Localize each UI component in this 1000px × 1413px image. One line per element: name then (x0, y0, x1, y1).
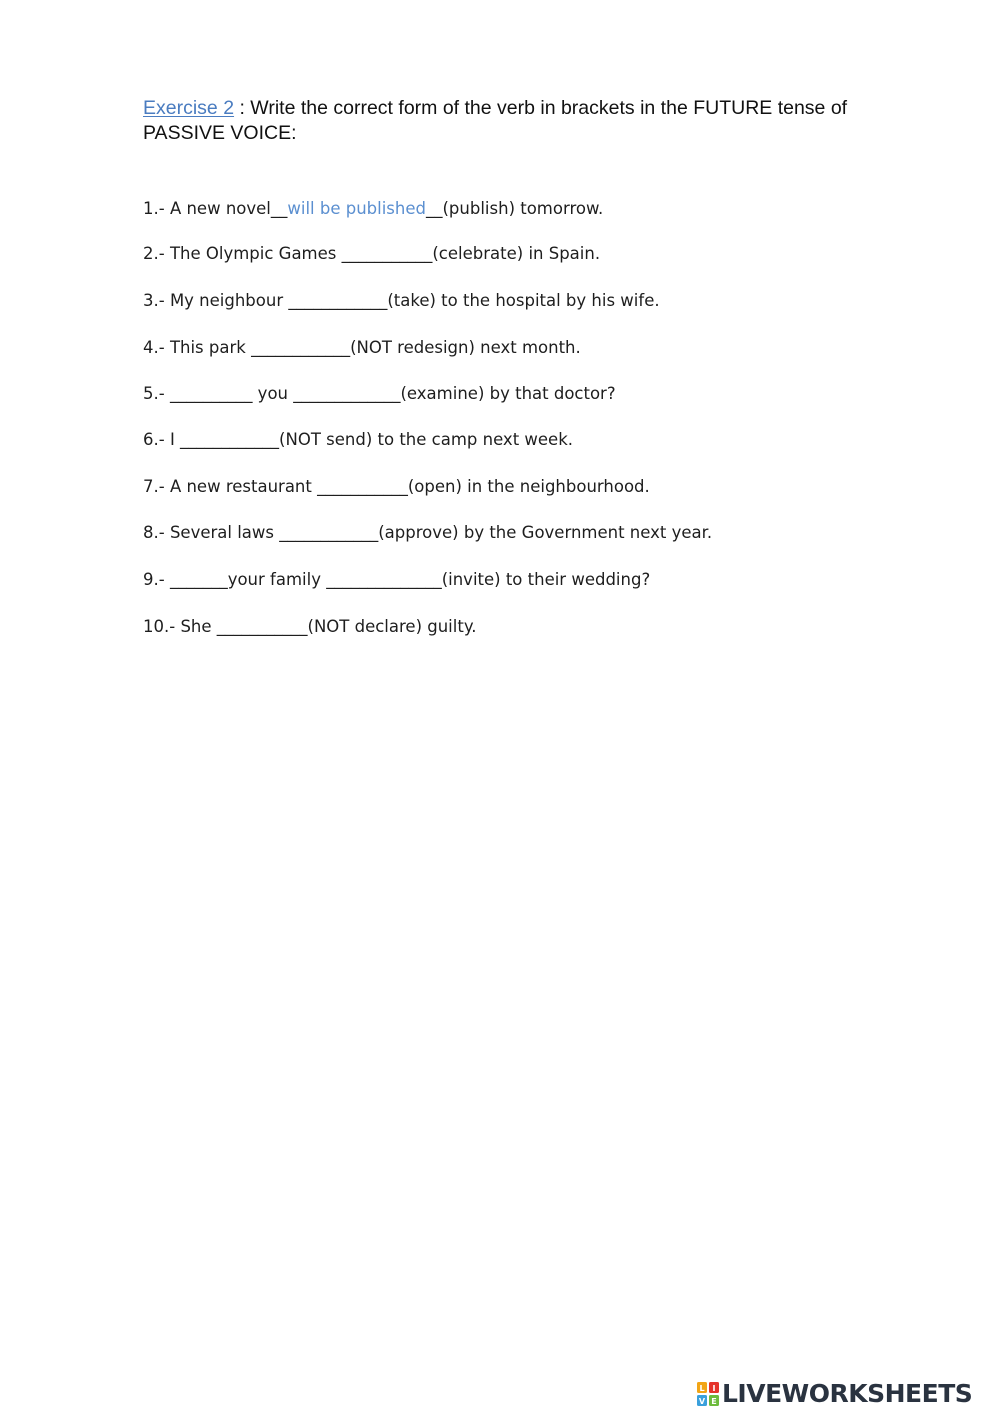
question-7: 7.- A new restaurant ___________(open) in the neighbourhood. (143, 477, 650, 496)
question-10: 10.- She ___________(NOT declare) guilty. (143, 617, 477, 636)
question-4: 4.- This park ____________(NOT redesign) next month. (143, 338, 581, 357)
question-9: 9.- _______your family ______________(invite) to their wedding? (143, 570, 651, 589)
question-3: 3.- My neighbour ____________(take) to the hospital by his wife. (143, 291, 660, 310)
exercise-instruction: : Write the correct form of the verb in brackets in the FUTURE tense of PASSIVE VOICE: (143, 97, 848, 144)
question-6: 6.- I ____________(NOT send) to the camp next week. (143, 430, 574, 449)
question-1-post: __(publish) tomorrow. (426, 199, 604, 218)
exercise-link[interactable]: Exercise 2 (143, 97, 235, 119)
logo-text: LIVEWORKSHEETS (722, 1379, 973, 1408)
question-1 (143, 198, 603, 220)
logo-letter-v: V (698, 1397, 706, 1406)
logo-squares-icon (697, 1382, 719, 1406)
liveworksheets-logo (697, 1378, 972, 1410)
question-8: 8.- Several laws ____________(approve) by the Government next year. (143, 523, 713, 542)
logo-letter-l: L (699, 1384, 705, 1393)
question-2: 2.- The Olympic Games ___________(celebrate) in Spain. (143, 244, 601, 263)
question-1-answer[interactable]: will be published (287, 199, 426, 218)
question-1-pre: 1.- A new novel__ (143, 199, 288, 218)
question-5: 5.- __________ you _____________(examine) by that doctor? (143, 384, 616, 403)
logo-letter-e: E (711, 1397, 717, 1406)
logo-letter-i: I (712, 1384, 716, 1393)
exercise-heading (143, 96, 933, 146)
